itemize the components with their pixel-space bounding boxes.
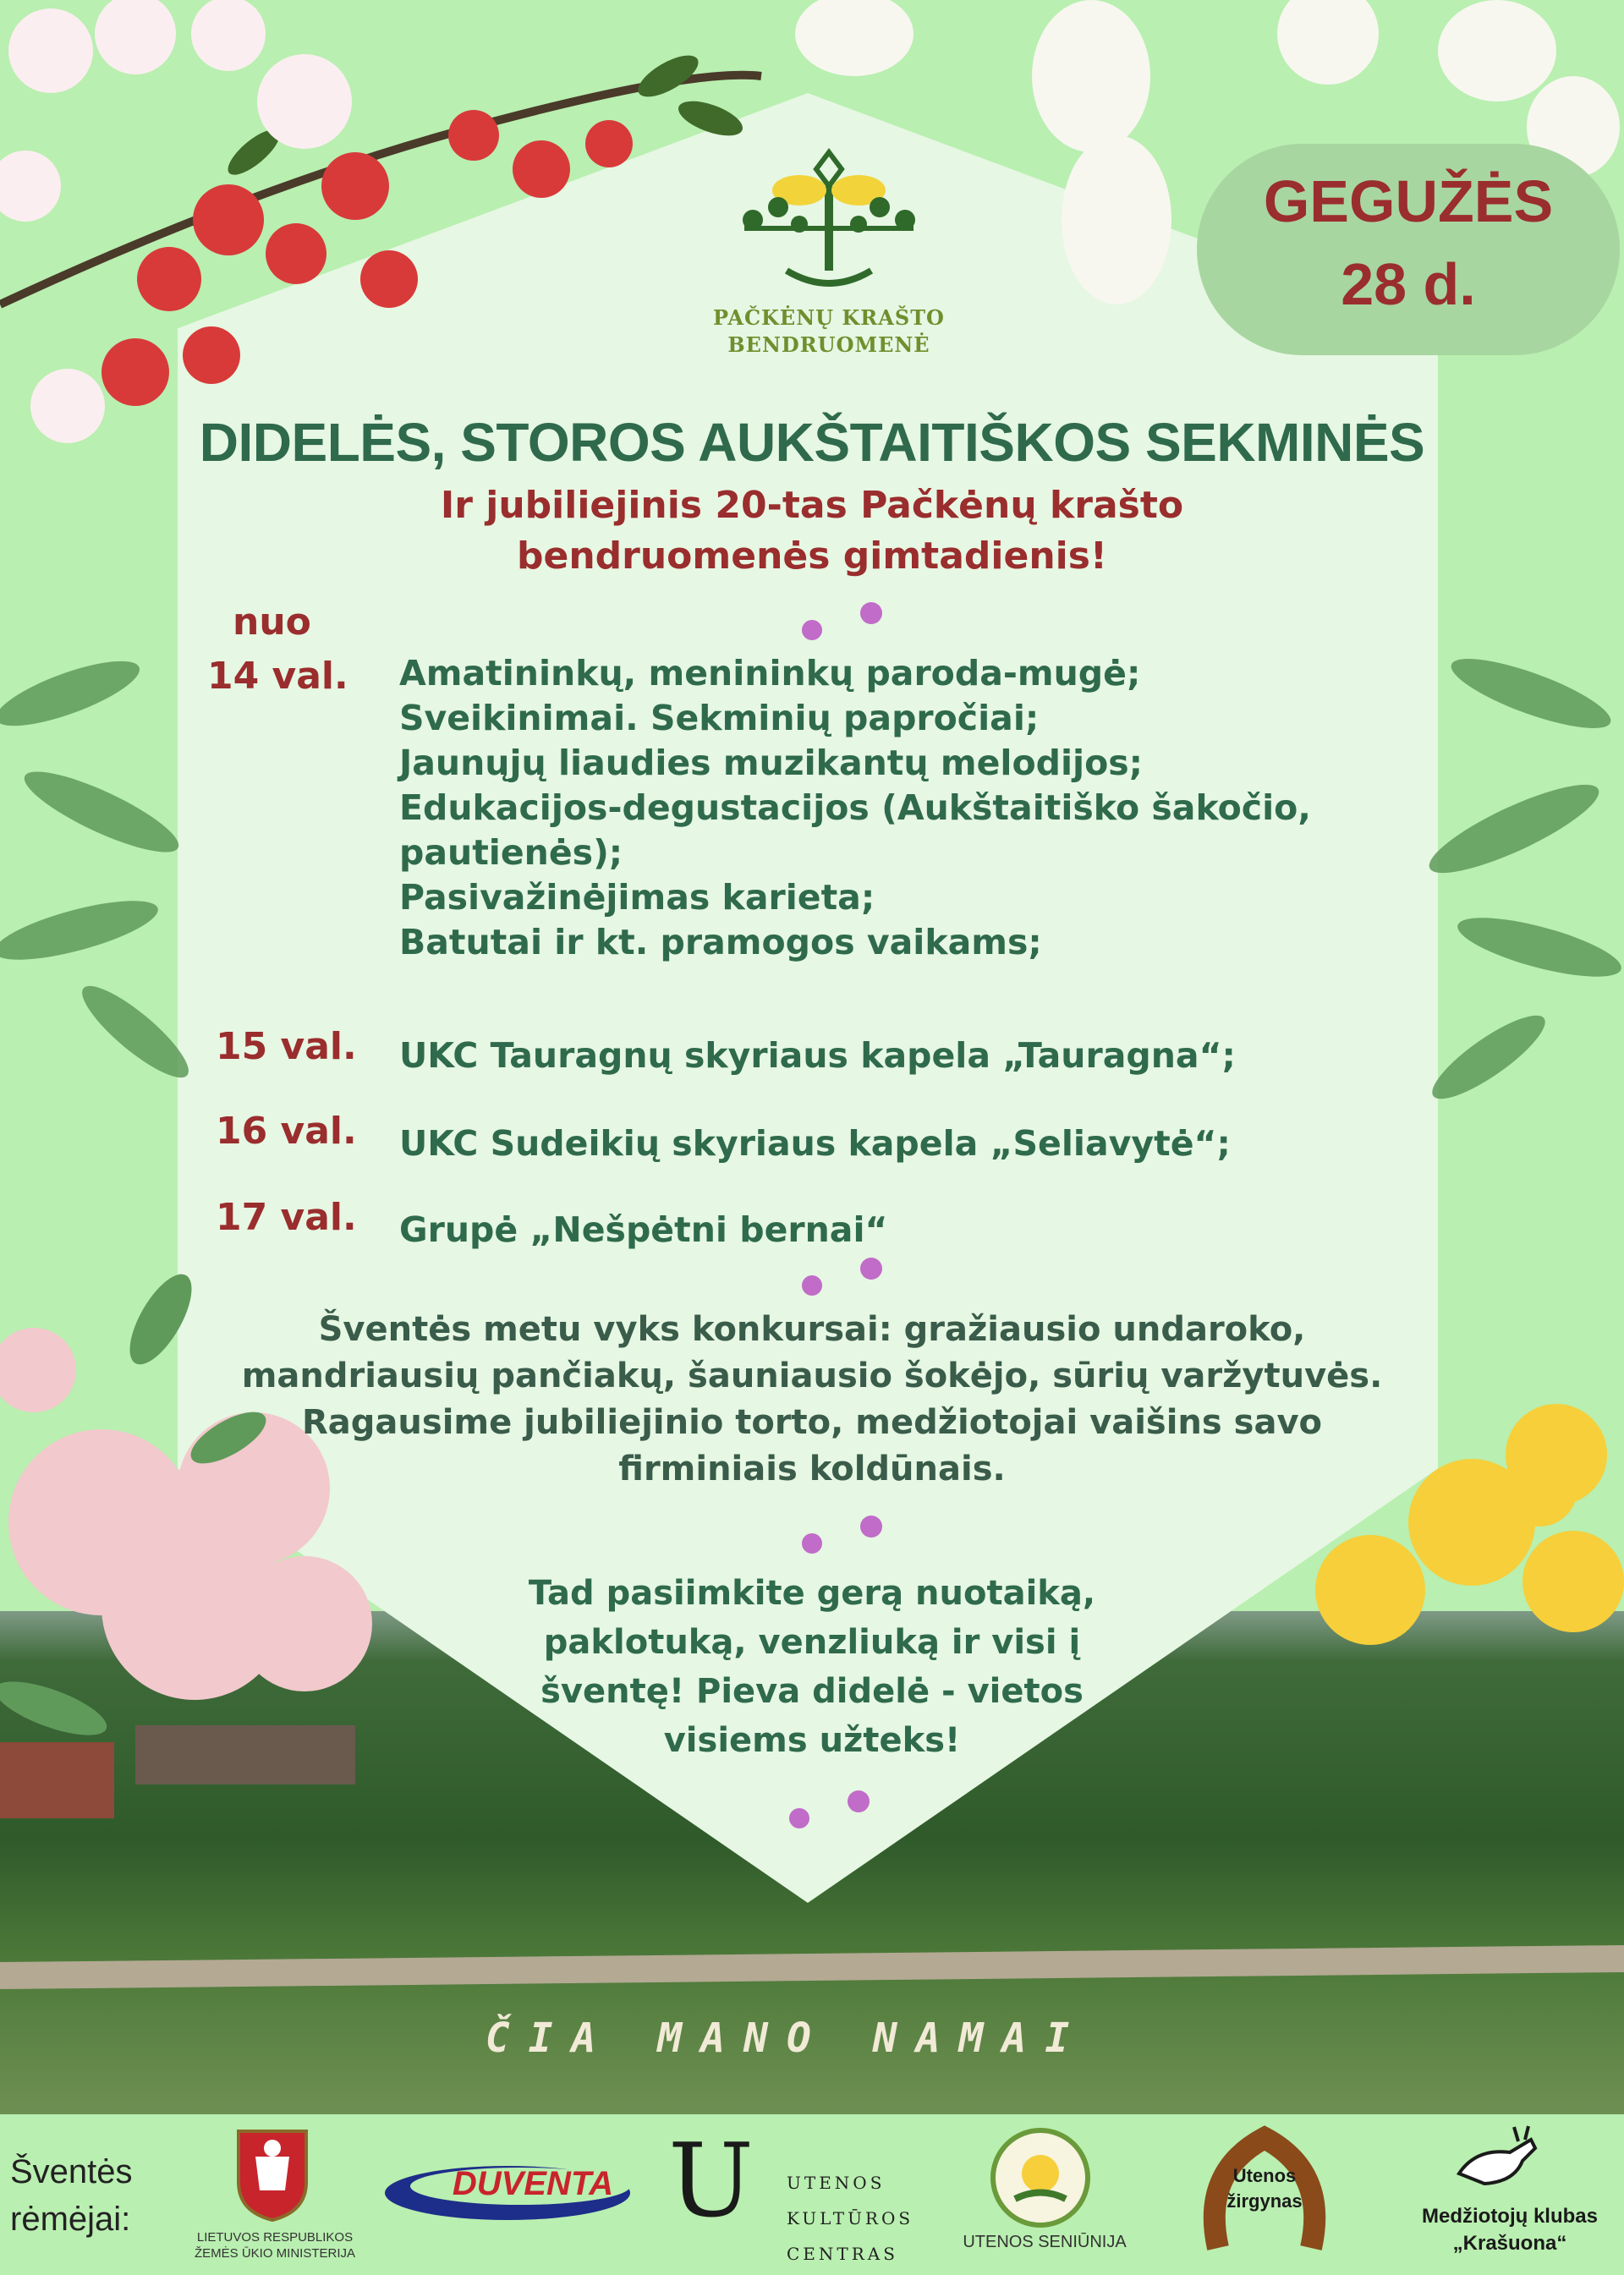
zirgynas-name-line2: žirgynas bbox=[1226, 2190, 1303, 2212]
zirgynas-name bbox=[1210, 2163, 1320, 2214]
ukc-name bbox=[787, 2165, 914, 2272]
ministry-name bbox=[178, 2229, 372, 2261]
schedule-item: Grupė „Nešpėtni bernai“ bbox=[399, 1209, 888, 1250]
community-name-line2: BENDRUOMENĖ bbox=[727, 332, 930, 357]
schedule-item: UKC Sudeikių skyriaus kapela „Seliavytė“; bbox=[399, 1123, 1231, 1164]
krasuona-name-line2: „Krašuona“ bbox=[1452, 2232, 1567, 2255]
event-title: DIDELĖS, STOROS AUKŠTAITIŠKOS SEKMINĖS bbox=[199, 412, 1425, 473]
ministry-name-line1: LIETUVOS RESPUBLIKOS bbox=[196, 2230, 354, 2245]
sponsor-label-line2: rėmėjai: bbox=[10, 2201, 131, 2238]
event-subtitle-line1: Ir jubiliejinis 20-tas Pačkėnų krašto bbox=[440, 484, 1184, 527]
contest-line: mandriausių pančiakų, šauniausio šokėjo, sūrių varžytuvės. bbox=[241, 1357, 1383, 1395]
ukc-name-line1: UTENOS bbox=[787, 2173, 886, 2193]
schedule-item: Batutai ir kt. pramogos vaikams; bbox=[399, 922, 1042, 962]
event-subtitle-line2: bendruomenės gimtadienis! bbox=[516, 534, 1107, 578]
contest-line: Ragausime jubiliejinio torto, medžiotojai vaišins savo bbox=[301, 1403, 1322, 1442]
schedule-time-17: 17 val. bbox=[216, 1196, 357, 1239]
ministry-coat-of-arms-icon bbox=[222, 2123, 323, 2224]
schedule-item: Edukacijos-degustacijos (Aukštaitiško šakočio, bbox=[399, 787, 1311, 828]
contest-line: Šventės metu vyks konkursai: gražiausio undaroko, bbox=[318, 1310, 1306, 1349]
closing-line: paklotuką, venzliuką ir visi į bbox=[543, 1623, 1081, 1662]
schedule-item: UKC Tauragnų skyriaus kapela „Tauragna“; bbox=[399, 1035, 1236, 1076]
contest-text bbox=[203, 1307, 1421, 1493]
ukc-name-line2: KULTŪROS bbox=[787, 2208, 914, 2228]
duventa-name: DUVENTA bbox=[452, 2165, 614, 2202]
sponsor-label bbox=[10, 2148, 133, 2243]
schedule-item: Pasivažinėjimas karieta; bbox=[399, 877, 875, 918]
contest-line: firminiais koldūnais. bbox=[618, 1450, 1006, 1488]
krasuona-name-line1: Medžiotojų klubas bbox=[1421, 2205, 1598, 2228]
date-month: GEGUŽĖS bbox=[1263, 168, 1554, 234]
seniunija-name: UTENOS SENIŪNIJA bbox=[963, 2233, 1127, 2251]
ukc-name-line3: CENTRAS bbox=[787, 2244, 898, 2264]
closing-text bbox=[440, 1569, 1184, 1765]
community-name-line1: PAČKĖNŲ KRAŠTO bbox=[713, 305, 945, 330]
ministry-name-line2: ŽEMĖS ŪKIO MINISTERIJA bbox=[194, 2246, 356, 2261]
closing-line: Tad pasiimkite gerą nuotaiką, bbox=[528, 1574, 1096, 1613]
schedule-time-15: 15 val. bbox=[216, 1025, 357, 1068]
sponsor-label-line1: Šventės bbox=[10, 2153, 133, 2190]
zirgynas-name-line1: Utenos bbox=[1232, 2165, 1297, 2186]
schedule-time-16: 16 val. bbox=[216, 1110, 357, 1153]
seniunija-emblem-icon bbox=[990, 2127, 1091, 2228]
ukc-logo-letter: U bbox=[668, 2123, 754, 2240]
deer-logo-icon bbox=[1451, 2123, 1544, 2190]
schedule-item: Jaunųjų liaudies muzikantų melodijos; bbox=[399, 743, 1144, 783]
krasuona-name bbox=[1396, 2203, 1624, 2257]
stone-sign-text: ČIA MANO NAMAI bbox=[485, 2015, 1089, 2062]
closing-line: šventę! Pieva didelė - vietos bbox=[540, 1672, 1084, 1711]
time-prefix: nuo bbox=[233, 600, 311, 644]
schedule-time-14: 14 val. bbox=[207, 655, 348, 698]
schedule-item: Amatininkų, menininkų paroda-mugė; bbox=[399, 653, 1141, 693]
date-day: 28 d. bbox=[1341, 251, 1476, 317]
schedule-item: Sveikinimai. Sekminių papročiai; bbox=[399, 698, 1040, 738]
community-name bbox=[694, 304, 964, 359]
schedule-list-14 bbox=[399, 651, 1465, 965]
schedule-item: pautienės); bbox=[399, 832, 623, 873]
closing-line: visiems užteks! bbox=[663, 1721, 961, 1760]
